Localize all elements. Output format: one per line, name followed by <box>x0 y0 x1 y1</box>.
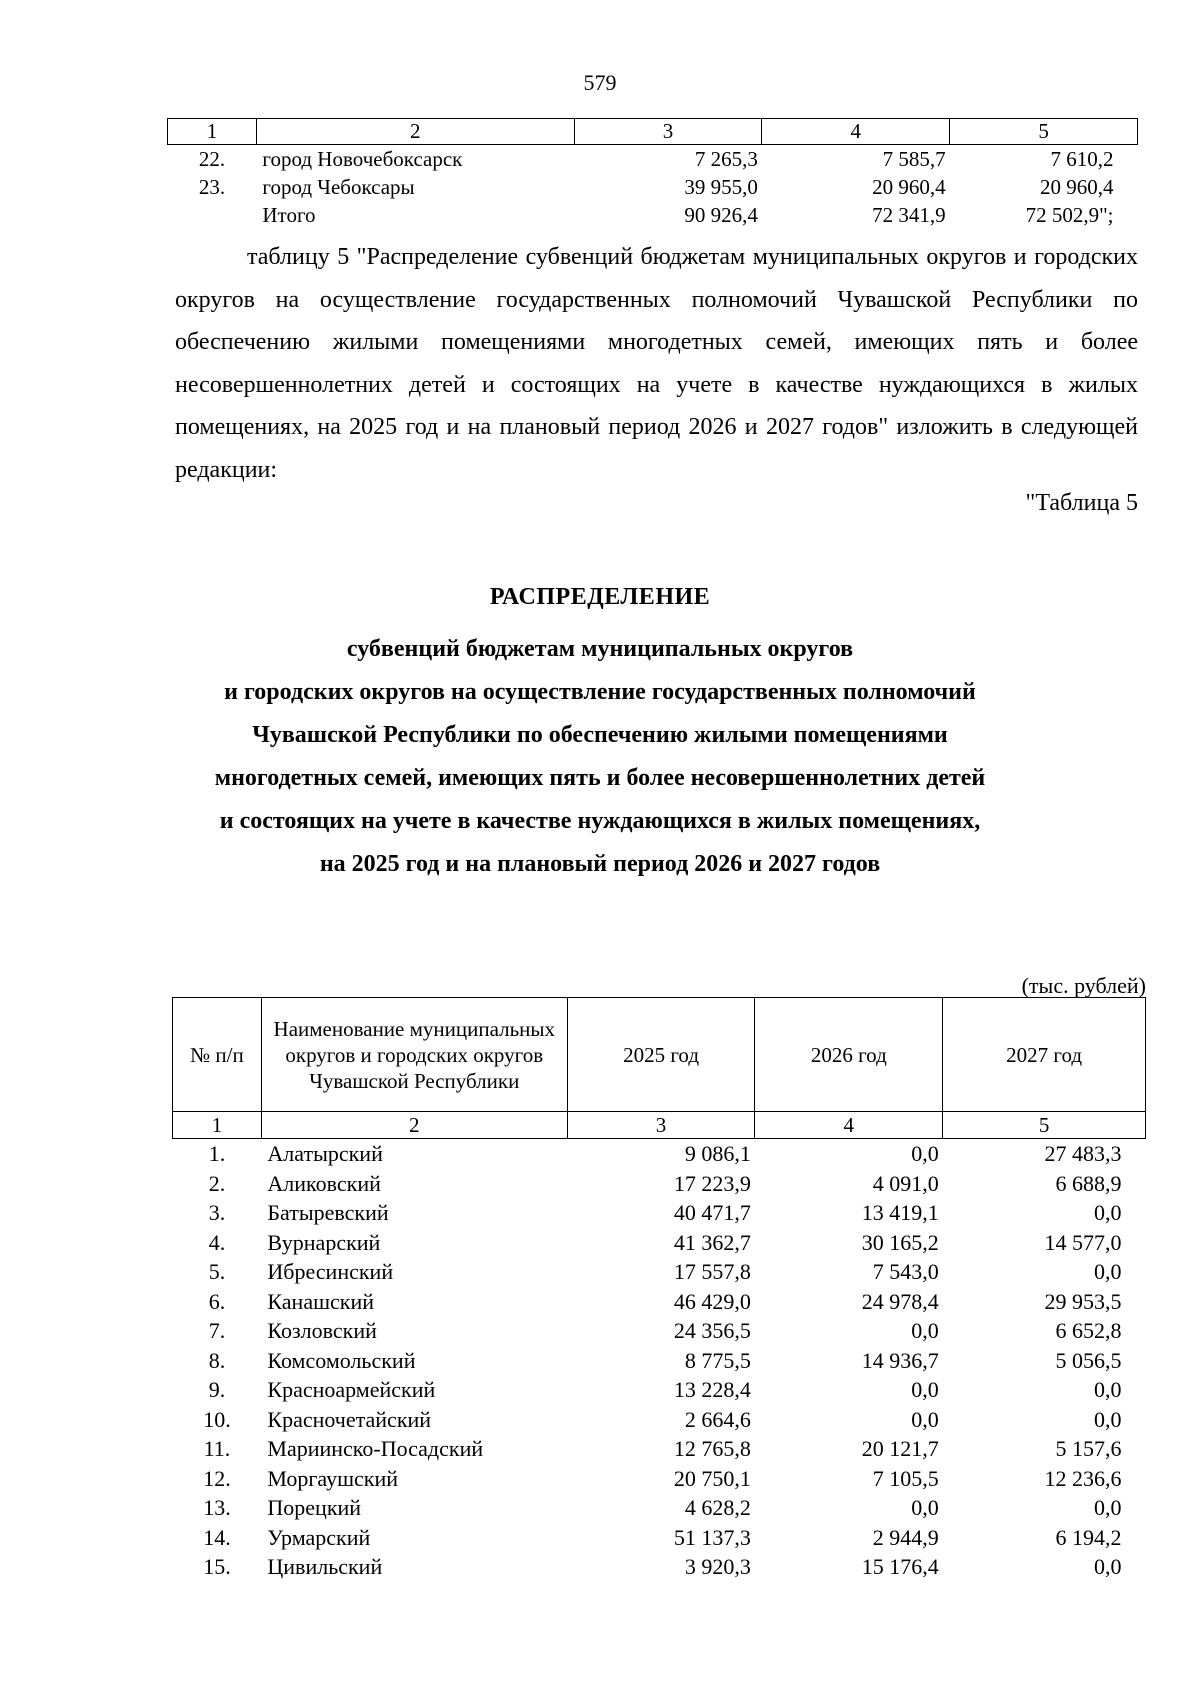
row-value-2026: 14 936,7 <box>861 1347 939 1373</box>
column-number: 1 <box>168 119 257 145</box>
row-value-2027: 0,0 <box>1094 1495 1122 1520</box>
row-value-2027: 14 577,0 <box>1044 1229 1122 1255</box>
column-number-row <box>173 1112 1146 1139</box>
table-row <box>173 1405 1146 1435</box>
header-2026: 2026 год <box>755 998 943 1112</box>
table-row <box>173 1198 1146 1228</box>
table-row <box>173 1169 1146 1199</box>
row-value-2025: 3 920,3 <box>684 1554 751 1579</box>
row-value-2025: 46 429,0 <box>673 1288 751 1314</box>
row-value-2025: 39 955,0 <box>684 175 758 199</box>
table-row <box>173 1493 1146 1523</box>
table-row <box>173 1228 1146 1258</box>
row-index: 12. <box>203 1465 231 1491</box>
header-2025: 2025 год <box>567 998 755 1112</box>
row-name: Алатырский <box>267 1141 383 1166</box>
heading-subtitle <box>0 628 1200 886</box>
table-row <box>168 173 1138 201</box>
row-value-2027: 72 502,9"; <box>1025 203 1114 227</box>
row-value-2025: 51 137,3 <box>673 1524 751 1550</box>
row-value-2026: 4 091,0 <box>872 1170 939 1196</box>
heading-line: Чувашской Республики по обеспечению жилыми помещениями <box>252 722 948 748</box>
table-row <box>173 1434 1146 1464</box>
table-row <box>173 1316 1146 1346</box>
column-number: 4 <box>762 119 950 145</box>
row-value-2027: 0,0 <box>1094 1259 1122 1284</box>
column-number: 3 <box>574 119 762 145</box>
row-index: 3. <box>208 1200 226 1225</box>
column-number: 2 <box>261 1112 567 1139</box>
table-label: "Таблица 5 <box>1025 490 1138 516</box>
table-row <box>173 1552 1146 1582</box>
row-value-2027: 29 953,5 <box>1044 1288 1122 1314</box>
row-value-2025: 8 775,5 <box>684 1347 751 1373</box>
table-row <box>173 1257 1146 1287</box>
row-value-2025: 9 086,1 <box>684 1141 751 1166</box>
table-row <box>173 1139 1146 1169</box>
row-name: Козловский <box>267 1318 377 1343</box>
row-index: 11. <box>203 1436 231 1461</box>
row-value-2025: 90 926,4 <box>684 203 758 227</box>
table-row <box>173 1523 1146 1553</box>
row-value-2025: 41 362,7 <box>673 1229 751 1255</box>
column-number: 5 <box>950 119 1138 145</box>
row-index: 8. <box>208 1347 226 1373</box>
row-index <box>168 201 257 229</box>
row-value-2026: 72 341,9 <box>872 203 946 227</box>
row-value-2026: 0,0 <box>911 1406 939 1432</box>
row-value-2026: 30 165,2 <box>861 1229 939 1255</box>
row-value-2025: 17 223,9 <box>673 1170 751 1196</box>
row-value-2027: 0,0 <box>1094 1554 1122 1579</box>
row-index: 2. <box>208 1170 226 1196</box>
row-value-2027: 27 483,3 <box>1044 1141 1122 1166</box>
row-value-2027: 12 236,6 <box>1044 1465 1122 1491</box>
header-2027: 2027 год <box>943 998 1146 1112</box>
row-name: город Новочебоксарск <box>262 147 463 171</box>
row-value-2027: 20 960,4 <box>1040 175 1114 199</box>
table-row <box>168 201 1138 229</box>
row-value-2027: 6 688,9 <box>1055 1170 1122 1196</box>
row-value-2025: 13 228,4 <box>673 1377 751 1402</box>
row-value-2027: 6 194,2 <box>1055 1524 1122 1550</box>
row-value-2026: 24 978,4 <box>861 1288 939 1314</box>
column-number: 3 <box>567 1112 755 1139</box>
row-value-2026: 15 176,4 <box>861 1554 939 1579</box>
distribution-table <box>172 997 1146 1582</box>
heading-line: и городских округов на осуществление государственных полномочий <box>224 679 976 705</box>
table-row <box>173 1464 1146 1494</box>
heading-line: на 2025 год и на плановый период 2026 и 2027 годов <box>319 851 881 877</box>
continuation-table <box>167 118 1138 229</box>
row-index: 1. <box>208 1141 226 1166</box>
row-index: 14. <box>203 1524 231 1550</box>
table-row <box>173 1346 1146 1376</box>
row-index: 23. <box>198 175 226 199</box>
column-number: 1 <box>173 1112 262 1139</box>
table-row <box>173 1375 1146 1405</box>
row-value-2025: 2 664,6 <box>684 1406 751 1432</box>
row-value-2026: 7 585,7 <box>882 147 946 171</box>
column-number-row <box>168 119 1138 145</box>
page-number: 579 <box>583 70 617 95</box>
row-value-2026: 20 121,7 <box>861 1436 939 1461</box>
table-row <box>168 145 1138 174</box>
row-name: Моргаушский <box>267 1465 399 1491</box>
heading-line: многодетных семей, имеющих пять и более несовершеннолетних детей <box>214 765 986 791</box>
row-index: 22. <box>198 147 226 171</box>
row-index: 6. <box>208 1288 226 1314</box>
row-name: город Чебоксары <box>262 175 415 199</box>
row-name: Канашский <box>267 1288 375 1314</box>
body-paragraph: таблицу 5 "Распределение субвенций бюджетам муниципальных округов и городских округов на осуществление государственных полномочий Чувашской Республики по обеспечению жилыми помещениями многодетных семей, имеющих пять и более несовершеннолетних детей и состоящих на учете в качестве нуждающихся в жилых помещениях, на 2025 год и на плановый период 2026 и 2027 годов" изложить в следующей редакции: <box>175 244 1138 483</box>
row-value-2026: 0,0 <box>911 1318 939 1343</box>
row-index: 7. <box>208 1318 226 1343</box>
row-value-2026: 20 960,4 <box>872 175 946 199</box>
row-name: Ибресинский <box>267 1259 394 1284</box>
row-value-2025: 12 765,8 <box>673 1436 751 1461</box>
header-number: № п/п <box>173 998 262 1112</box>
row-index: 5. <box>208 1259 226 1284</box>
row-name: Итого <box>262 203 316 227</box>
row-value-2027: 6 652,8 <box>1055 1318 1122 1343</box>
row-value-2026: 2 944,9 <box>872 1524 939 1550</box>
row-value-2027: 5 157,6 <box>1055 1436 1122 1461</box>
row-name: Мариинско-Посадский <box>267 1436 484 1461</box>
row-value-2026: 0,0 <box>911 1141 939 1166</box>
row-value-2027: 0,0 <box>1094 1377 1122 1402</box>
row-value-2027: 0,0 <box>1094 1406 1122 1432</box>
row-value-2025: 17 557,8 <box>673 1259 751 1284</box>
units-label: (тыс. рублей) <box>1021 973 1146 998</box>
row-value-2027: 5 056,5 <box>1055 1347 1122 1373</box>
row-value-2026: 13 419,1 <box>861 1200 939 1225</box>
row-value-2025: 40 471,7 <box>673 1200 751 1225</box>
heading-title: РАСПРЕДЕЛЕНИЕ <box>489 584 711 610</box>
row-value-2026: 0,0 <box>911 1377 939 1402</box>
column-number: 5 <box>943 1112 1146 1139</box>
column-number: 2 <box>256 119 574 145</box>
header-name: Наименование муниципальных округов и городских округов Чувашской Республики <box>261 998 567 1112</box>
row-index: 15. <box>203 1554 231 1579</box>
heading-line: субвенций бюджетам муниципальных округов <box>346 636 854 662</box>
row-value-2026: 7 543,0 <box>872 1259 939 1284</box>
row-value-2026: 0,0 <box>911 1495 939 1520</box>
row-name: Красноармейский <box>267 1377 436 1402</box>
table-header-row <box>173 998 1146 1112</box>
row-value-2025: 20 750,1 <box>673 1465 751 1491</box>
row-index: 4. <box>208 1229 226 1255</box>
row-name: Порецкий <box>267 1495 362 1520</box>
row-name: Батыревский <box>267 1200 389 1225</box>
row-index: 10. <box>203 1406 231 1432</box>
row-value-2027: 0,0 <box>1094 1200 1122 1225</box>
heading-line: и состоящих на учете в качестве нуждающихся в жилых помещениях, <box>219 808 981 834</box>
row-index: 9. <box>208 1377 226 1402</box>
row-value-2025: 7 265,3 <box>694 147 758 171</box>
row-name: Урмарский <box>267 1524 371 1550</box>
row-name: Цивильский <box>267 1554 383 1579</box>
row-name: Аликовский <box>267 1170 381 1196</box>
row-value-2026: 7 105,5 <box>872 1465 939 1491</box>
column-number: 4 <box>755 1112 943 1139</box>
row-name: Красночетайский <box>267 1406 432 1432</box>
row-value-2025: 24 356,5 <box>673 1318 751 1343</box>
row-value-2027: 7 610,2 <box>1050 147 1114 171</box>
row-index: 13. <box>203 1495 231 1520</box>
row-value-2025: 4 628,2 <box>684 1495 751 1520</box>
table-row <box>173 1287 1146 1317</box>
row-name: Комсомольский <box>267 1347 416 1373</box>
row-name: Вурнарский <box>267 1229 381 1255</box>
